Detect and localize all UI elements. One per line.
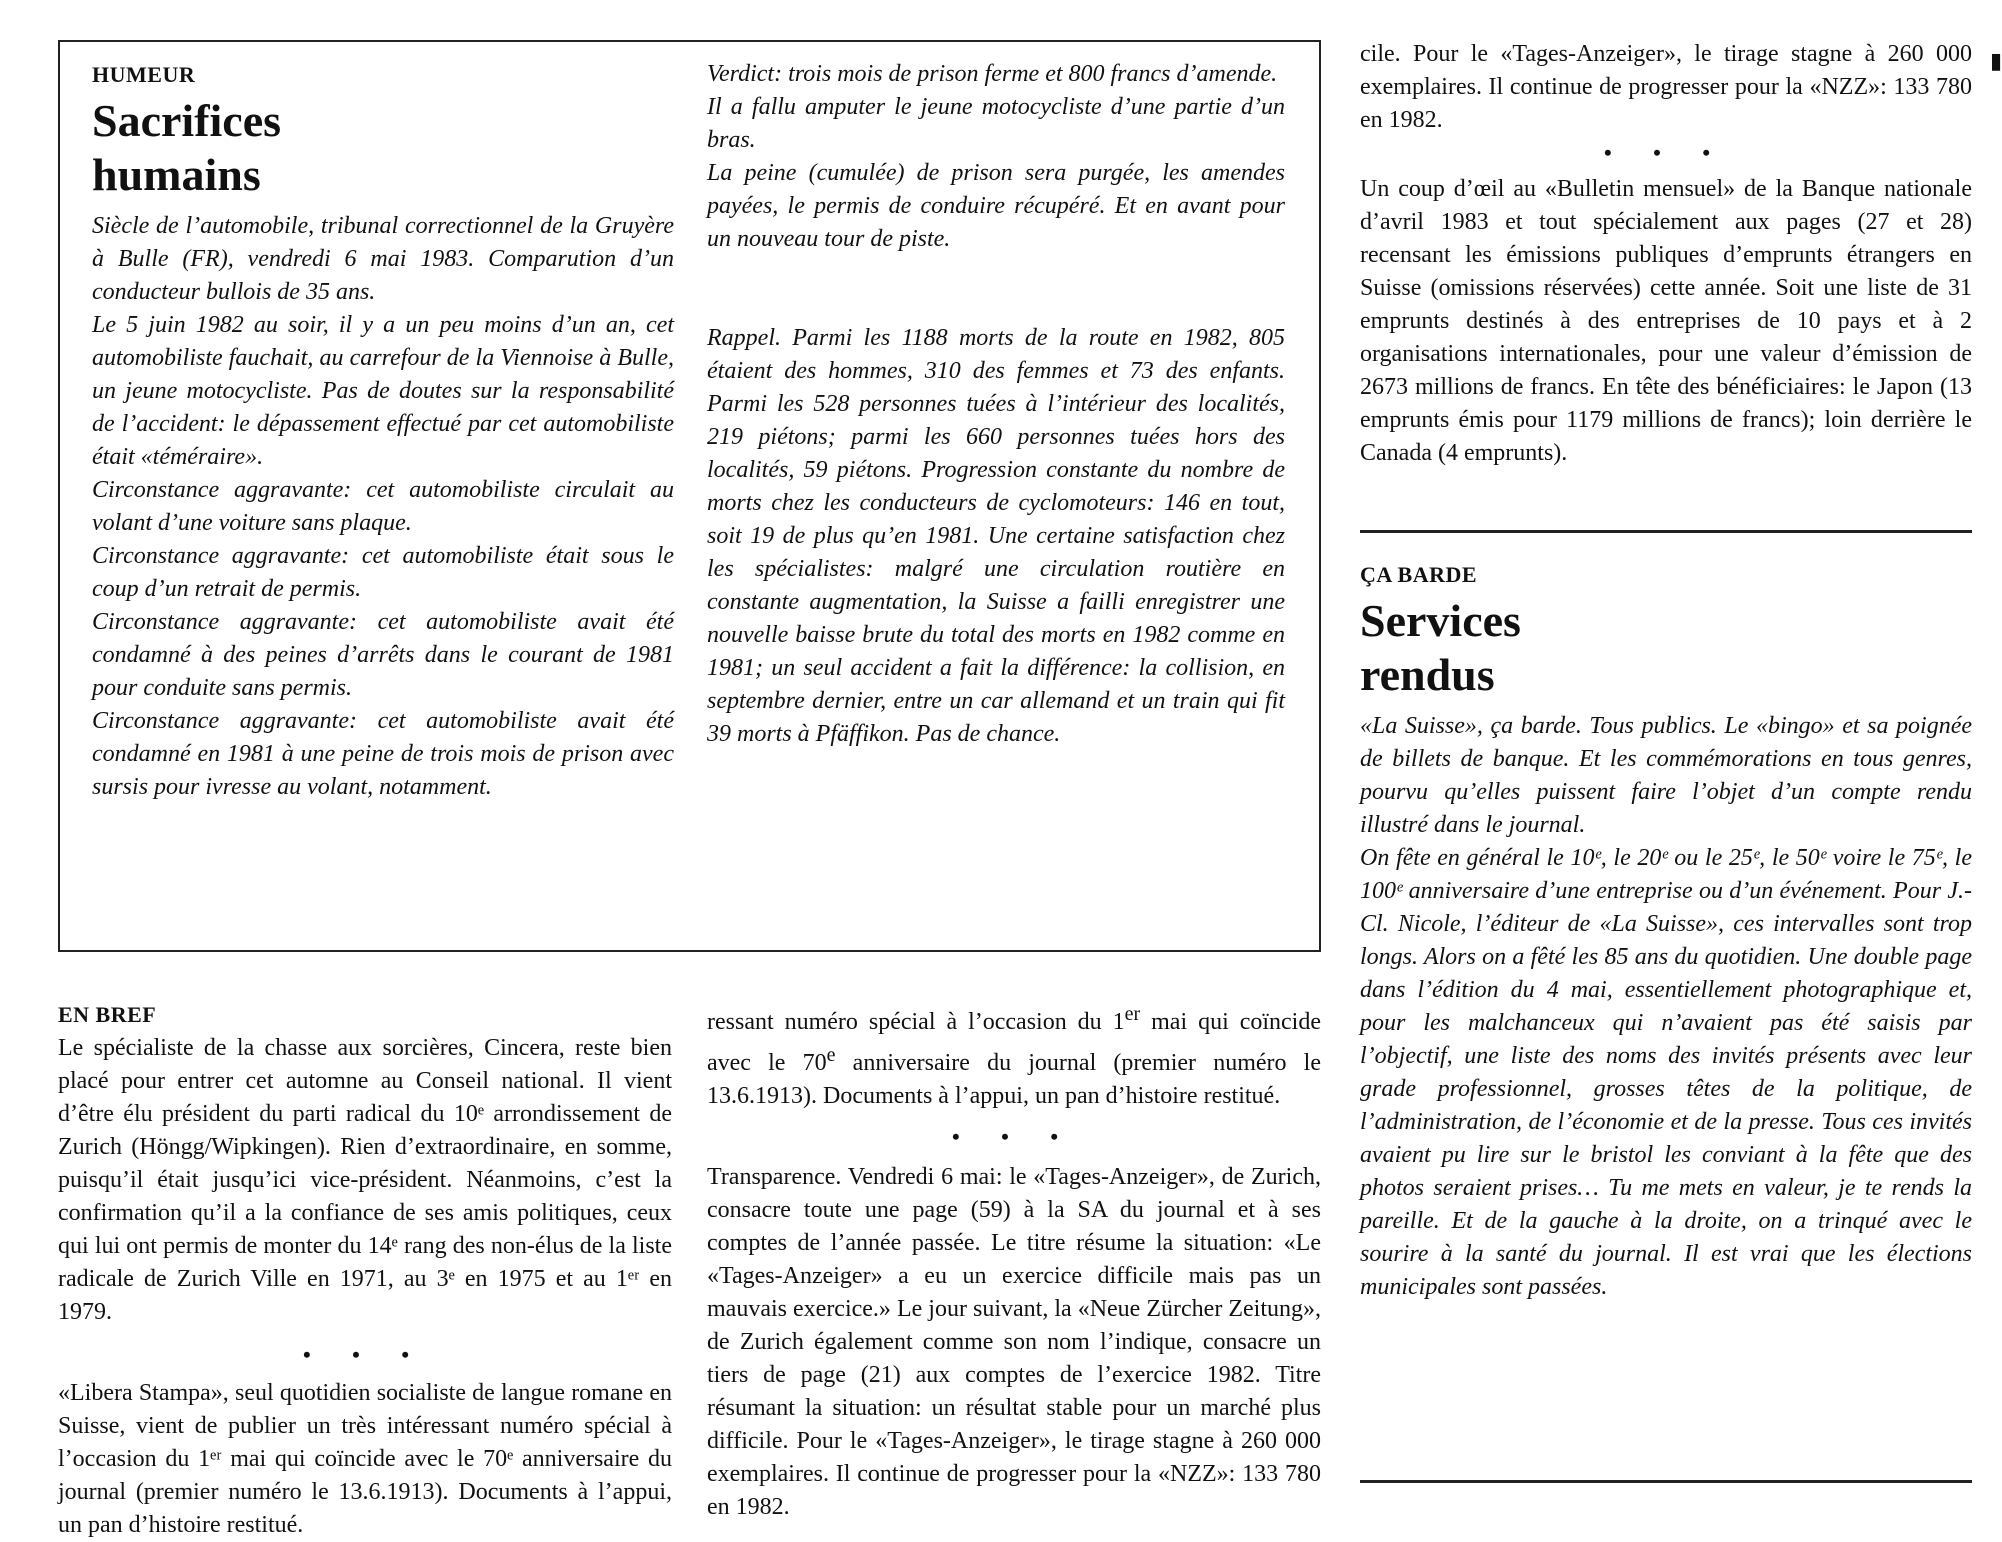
en-bref-transparence-tail: cile. Pour le «Tages-Anzeiger», le tirage stagne à 260 000 exemplaires. Il continue de progresser pour la «NZZ»: 133 780 en 1982. <box>1360 41 1972 133</box>
right-column <box>1360 38 1972 470</box>
humeur-headline <box>92 94 674 202</box>
humeur-rappel: Rappel. Parmi les 1188 morts de la route en 1982, 805 étaient des hommes, 310 des femmes et 73 des enfants. Parmi les 528 personnes tuées à l’intérieur des localités, 219 piétons; parmi les 660 personnes tuées hors des localités, 59 piétons. Progression constante du nombre de morts chez les conducteurs de cyclomoteurs: 146 en tout, soit 19 de plus qu’en 1981. Une certaine satisfaction chez les spécialistes: malgré une circulation routière en constante augmentation, la Suisse a failli enregistrer une nouvelle baisse brute du total des morts en 1982 comme en 1981; un seul accident a fait la différence: la collision, en septembre dernier, entre un car allemand et un train qui fit 39 morts à Pfäffikon. Pas de chance. <box>707 325 1285 747</box>
humeur-column-2 <box>707 58 1285 751</box>
humeur-paragraph: Circonstance aggravante: cet automobiliste était sous le coup d’un retrait de permis. <box>92 543 674 602</box>
en-bref-cincera: Le spécialiste de la chasse aux sorcières, Cincera, reste bien placé pour entrer cet automne au Conseil national. Il vient d’être élu président du parti radical du 10ᵉ arrondissement de Zurich (Höngg/Wipkingen). Rien d’extraordinaire, en somme, puisqu’il était jusqu’ici vice-président. Néanmoins, c’est la confirmation qu’il a la confiance de ses amis politiques, ceux qui lui ont permis de monter du 14ᵉ rang des non-élus de la liste radicale de Zurich Ville en 1971, au 3ᵉ en 1975 et au 1ᵉʳ en 1979. <box>58 1035 672 1325</box>
humeur-paragraph: Siècle de l’automobile, tribunal correctionnel de la Gruyère à Bulle (FR), vendredi 6 mai 1983. Comparution d’un conducteur bullois de 35 ans. <box>92 213 674 305</box>
ca-barde-paragraph: On fête en général le 10ᵉ, le 20ᵉ ou le 25ᵉ, le 50ᵉ voire le 75ᵉ, le 100ᵉ anniversaire d’une entreprise ou d’un événement. Pour J.-Cl. Nicole, l’éditeur de «La Suisse», ces intervalles sont trop longs. Alors on a fêté les 85 ans du quotidien. Une double page dans l’édition du 4 mai, essentiellement photographique et, pour les malchanceux qui n’avaient pas été saisis par l’objectif, une liste des noms des invités présents avec leur grade professionnel, grosses têtes de la politique, de l’administration, de l’économie et de la presse. Tous ces invités avaient pu lire sur le bristol les conviant à la fête que des photos seraient prises… Tu me mets en valeur, je te rends la pareille. Et de la gauche à la droite, on a trinqué avec le sourire à la santé du journal. Il est vrai que les élections municipales sont passées. <box>1360 845 1972 1300</box>
separator-stars: • • • <box>951 1124 1077 1149</box>
humeur-paragraph: Le 5 juin 1982 au soir, il y a un peu moins d’un an, cet automobiliste fauchait, au carrefour de la Viennoise à Bulle, un jeune motocycliste. Pas de doutes sur la responsabilité de l’accident: le dépassement effectué par cet automobiliste était «téméraire». <box>92 312 674 470</box>
cropped-edge-text: ▮ <box>1990 48 2002 73</box>
ca-barde-headline-line1: Services <box>1360 595 1521 646</box>
section-divider <box>1360 1480 1972 1483</box>
humeur-paragraph: Circonstance aggravante: cet automobiliste avait été condamné à des peines d’arrêts dans le courant de 1981 pour conduite sans permis. <box>92 609 674 701</box>
en-bref-libera-stampa: «Libera Stampa», seul quotidien socialiste de langue romane en Suisse, vient de publier un très intéressant numéro spécial à l’occasion du 1ᵉʳ mai qui coïncide avec le 70ᵉ anniversaire du journal (premier numéro le 13.6.1913). Documents à l’appui, un pan d’histoire restitué. <box>58 1380 672 1538</box>
en-bref-column-2 <box>707 1000 1321 1520</box>
humeur-headline-line1: Sacrifices <box>92 95 282 146</box>
humeur-kicker: HUMEUR <box>92 62 196 87</box>
humeur-paragraph: La peine (cumulée) de prison sera purgée, les amendes payées, le permis de conduire récupéré. Et en avant pour un nouveau tour de piste. <box>707 160 1285 252</box>
en-bref-bulletin: Un coup d’œil au «Bulletin mensuel» de la Banque nationale d’avril 1983 et tout spécialement aux pages (27 et 28) recensant les émissions publiques d’emprunts étrangers en Suisse (omissions réservées) cette année. Soit une liste de 31 emprunts destinés à des entreprises de 10 pays et à 2 organisations internationales, pour une valeur d’émission de 2673 millions de francs. En tête des bénéficiaires: le Japon (13 emprunts émis pour 1179 millions de francs); loin derrière le Canada (4 emprunts). <box>1360 176 1972 466</box>
ca-barde-headline <box>1360 594 1972 702</box>
ca-barde-column <box>1360 560 1972 1304</box>
humeur-verdict: Verdict: trois mois de prison ferme et 800 francs d’amende. <box>707 61 1278 87</box>
ca-barde-kicker: ÇA BARDE <box>1360 562 1478 587</box>
section-divider <box>1360 530 1972 533</box>
humeur-paragraph: Circonstance aggravante: cet automobiliste avait été condamné en 1981 à une peine de trois mois de prison avec sursis pour ivresse au volant, notamment. <box>92 708 674 800</box>
en-bref-libera-stampa-tail: ressant numéro spécial à l’occasion du 1er mai qui coïncide avec le 70e anniversaire du journal (premier numéro le 13.6.1913). Documents à l’appui, un pan d’histoire restitué. <box>707 1003 1321 1109</box>
separator-stars: • • • <box>302 1342 428 1367</box>
ca-barde-paragraph: «La Suisse», ça barde. Tous publics. Le «bingo» et sa poignée de billets de banque. Et les commémorations en tous genres, pourvu qu’elles puissent faire l’objet d’un compte rendu illustré dans le journal. <box>1360 713 1972 838</box>
en-bref-transparence: Transparence. Vendredi 6 mai: le «Tages-Anzeiger», de Zurich, consacre toute une page (59) à la SA du journal et à ses comptes de l’année passée. Le titre résume la situation: «Le «Tages-Anzeiger» a eu un exercice difficile mais pas un mauvais exercice.» Le jour suivant, la «Neue Zürcher Zeitung», de Zurich également comme son nom l’indique, consacre un tiers de page (21) aux comptes de l’exercice 1982. Titre résumant la situation: un résultat stable pour un marché plus difficile. Pour le «Tages-Anzeiger», le tirage stagne à 260 000 exemplaires. Il continue de progresser pour la «NZZ»: 133 780 en 1982. <box>707 1164 1321 1520</box>
humeur-paragraph: Circonstance aggravante: cet automobiliste circulait au volant d’une voiture sans plaque. <box>92 477 674 536</box>
en-bref-kicker: EN BREF <box>58 1002 157 1027</box>
en-bref-column-1 <box>58 1000 672 1538</box>
humeur-column-1 <box>92 60 674 804</box>
humeur-headline-line2: humains <box>92 149 261 200</box>
ca-barde-headline-line2: rendus <box>1360 649 1495 700</box>
humeur-paragraph: Il a fallu amputer le jeune motocycliste d’une partie d’un bras. <box>707 94 1285 153</box>
separator-stars: • • • <box>1603 140 1729 165</box>
